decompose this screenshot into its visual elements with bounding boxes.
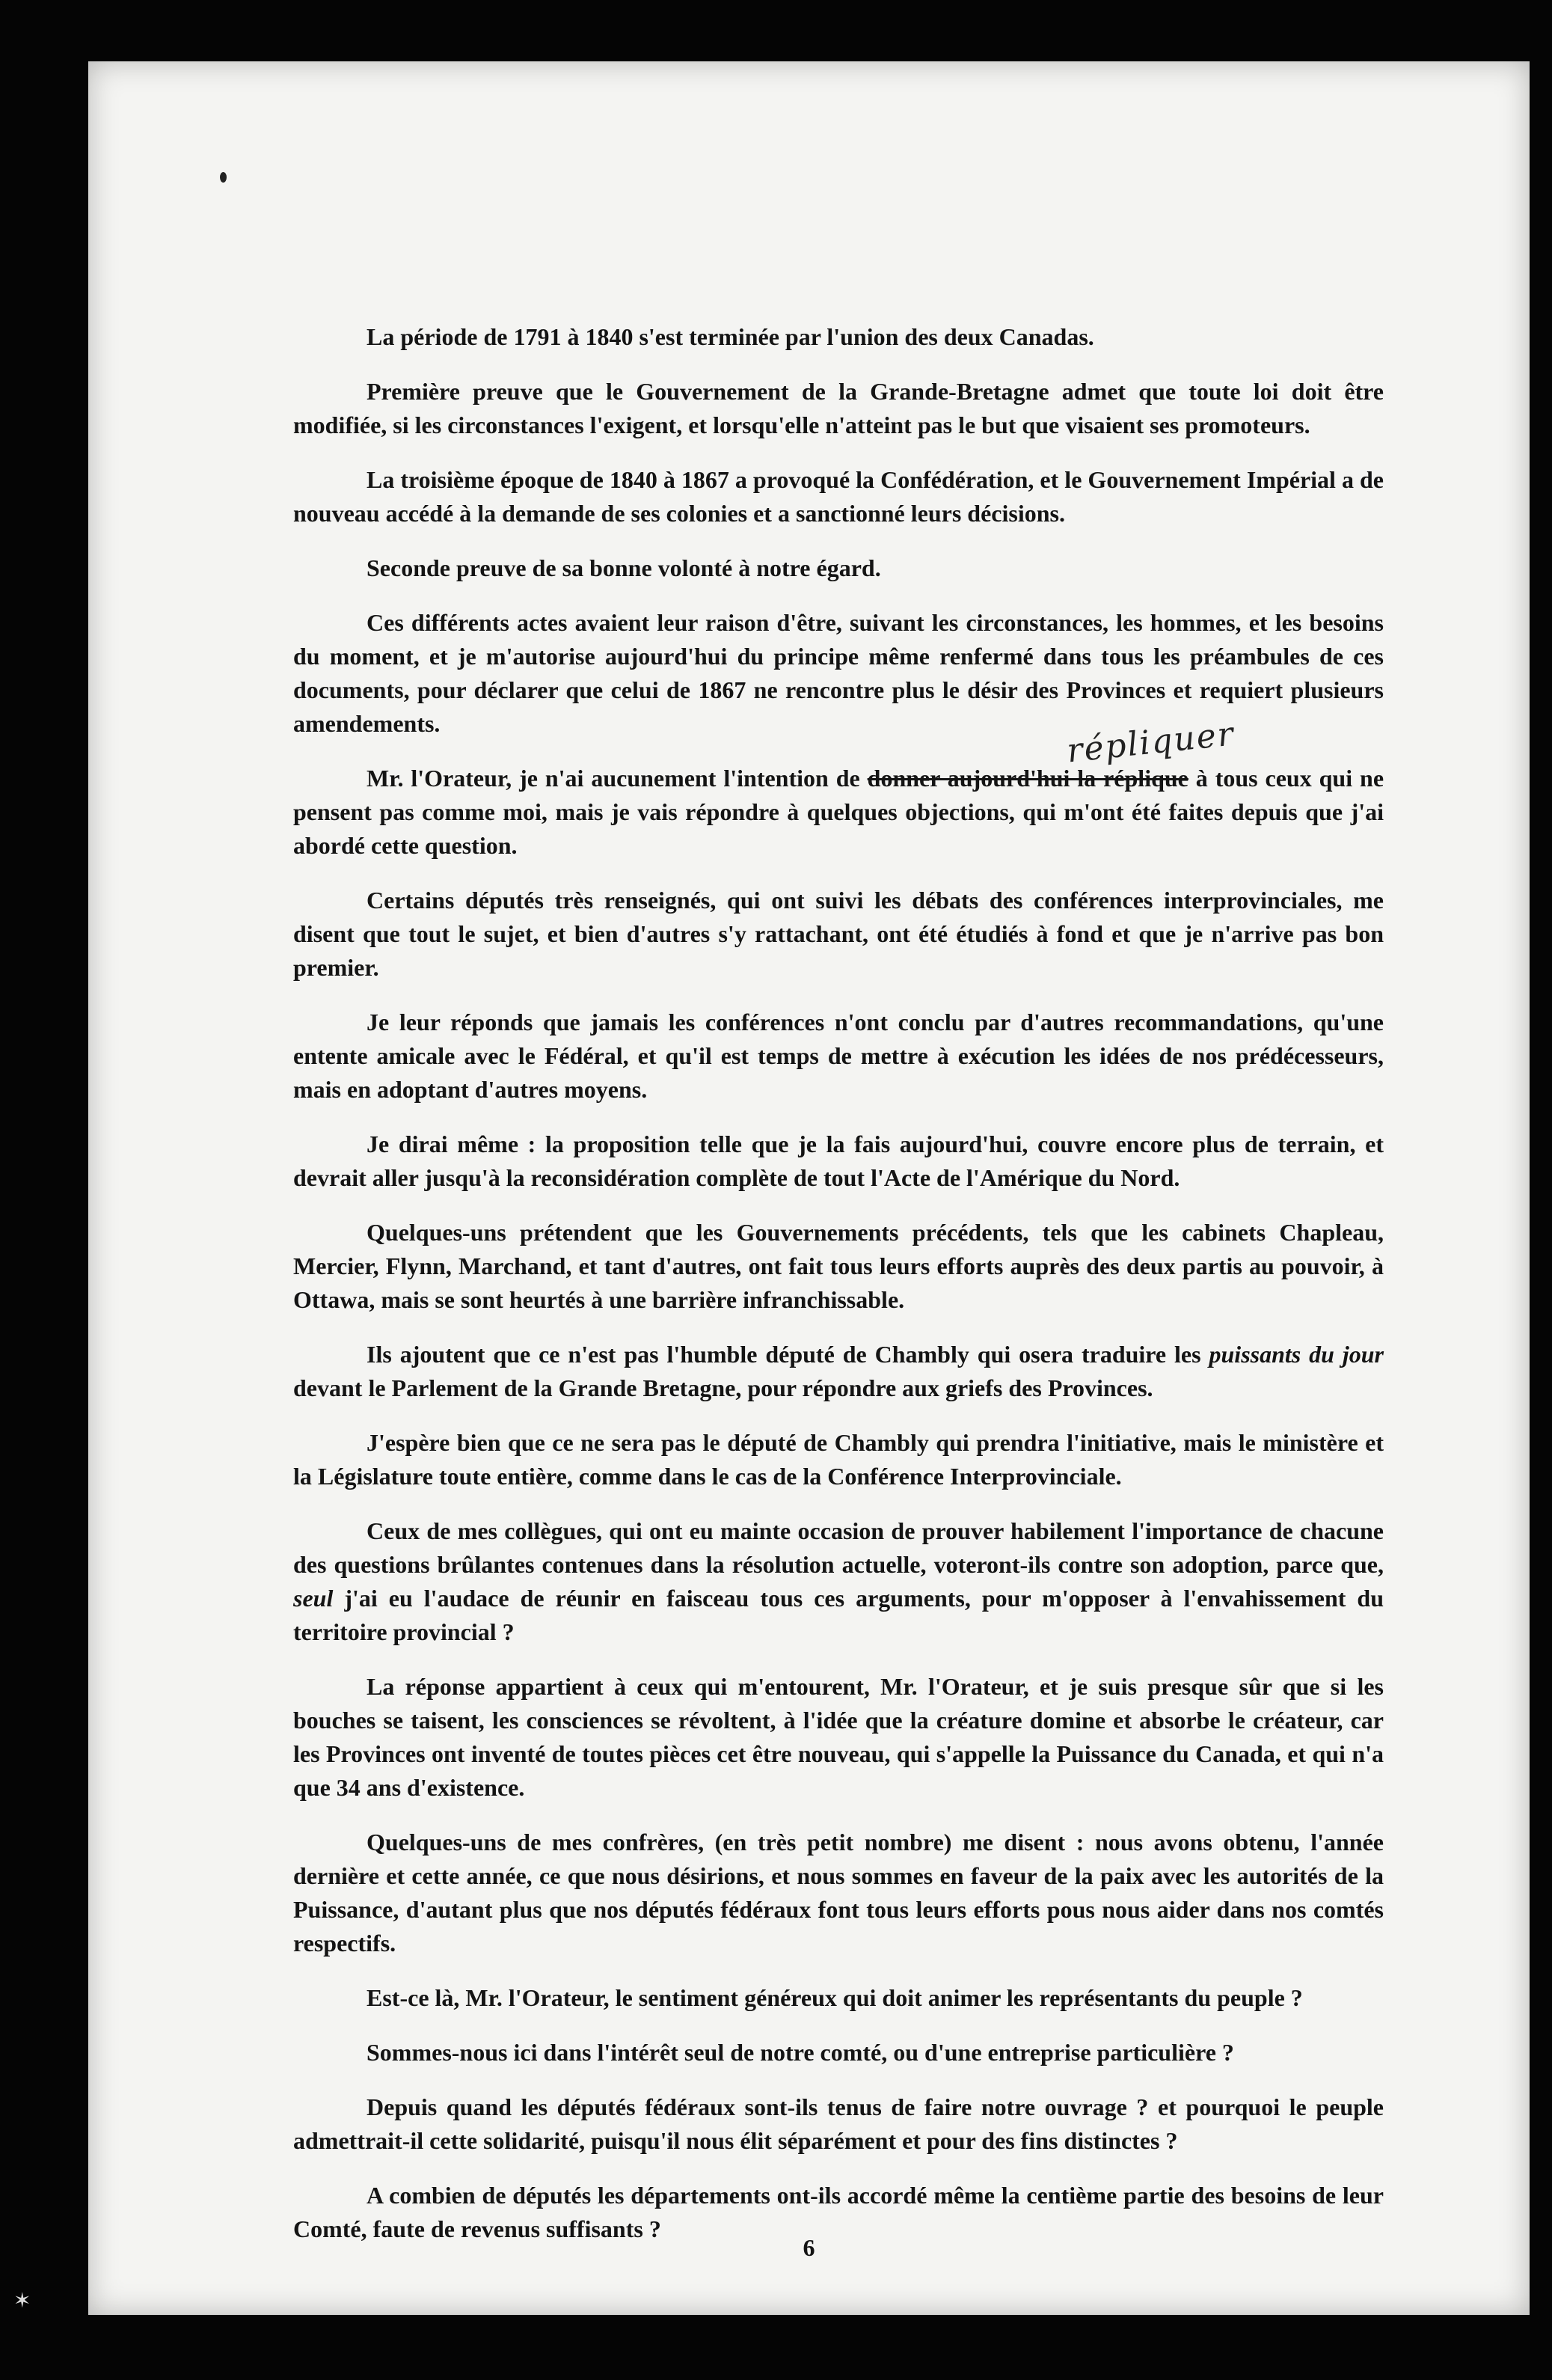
italic-text: seul: [293, 1585, 334, 1612]
paragraph: Quelques-uns de mes confrères, (en très petit nombre) me disent : nous avons obtenu, l'année dernière et cette année, ce que nous désirions, et nous sommes en faveur de la paix avec les autorités de la Puissance, d'autant plus que nos députés fédéraux font tous leurs efforts pous nous aider dans nos comtés respectifs.: [293, 1829, 1384, 1957]
text-run: devant le Parlement de la Grande Bretagne, pour répondre aux griefs des Provinces.: [293, 1374, 1153, 1401]
paragraph: A combien de députés les départements ont-ils accordé même la centième partie des besoins de leur Comté, faute de revenus suffisants ?: [293, 2182, 1384, 2242]
paragraph: Est-ce là, Mr. l'Orateur, le sentiment généreux qui doit animer les représentants du peuple ?: [366, 1984, 1303, 2011]
paragraph: Je leur réponds que jamais les conférences n'ont conclu par d'autres recommandations, qu'une entente amicale avec le Fédéral, et qu'il est temps de mettre à exécution les idées de nos prédécesseurs, mais en adoptant d'autres moyens.: [293, 1009, 1384, 1103]
paragraph: Ces différents actes avaient leur raison d'être, suivant les circonstances, les hommes, et les besoins du moment, et je m'autorise aujourd'hui du principe même renfermé dans tous les préambules de ces documents, pour déclarer que celui de 1867 ne rencontre plus le désir des Provinces et requiert plusieurs amendements.: [293, 609, 1384, 737]
paragraph: La réponse appartient à ceux qui m'entourent, Mr. l'Orateur, et je suis presque sûr que si les bouches se taisent, les consciences se révoltent, à l'idée que la créature domine et absorbe le créateur, car les Provinces ont inventé de toutes pièces cet être nouveau, qui s'appelle la Puissance du Canada, et qui n'a que 34 ans d'existence.: [293, 1673, 1384, 1801]
document-page: [88, 61, 1530, 2315]
italic-text: puissants du jour: [1209, 1341, 1384, 1368]
paragraph-orateur: [293, 762, 1384, 863]
paragraph: Quelques-uns prétendent que les Gouvernements précédents, tels que les cabinets Chapleau, Mercier, Flynn, Marchand, et tant d'autres, ont fait tous leurs efforts auprès des deux partis au pouvoir, à Ottawa, mais se sont heurtés à une barrière infranchissable.: [293, 1219, 1384, 1313]
paragraph: Seconde preuve de sa bonne volonté à notre égard.: [366, 554, 881, 581]
text-run: à tous ceux qui ne pensent pas comme moi, mais je vais répondre à quelques objections, qui m'ont été faites depuis que j'ai abordé cette question.: [293, 765, 1384, 859]
scan-artifact: ✶: [13, 2288, 31, 2313]
text-run: j'ai eu l'audace de réunir en faisceau tous ces arguments, pour m'opposer à l'envahissement du territoire provincial ?: [293, 1585, 1384, 1645]
paragraph: La période de 1791 à 1840 s'est terminée par l'union des deux Canadas.: [366, 323, 1094, 350]
handwritten-correction: répliquer: [1064, 715, 1237, 771]
paragraph: Première preuve que le Gouvernement de la Grande-Bretagne admet que toute loi doit être modifiée, si les circonstances l'exigent, et lorsqu'elle n'atteint pas le but que visaient ses promoteurs.: [293, 378, 1384, 438]
paragraph-seul: [293, 1514, 1384, 1649]
body-text: [293, 320, 1384, 2267]
paragraph: J'espère bien que ce ne sera pas le député de Chambly qui prendra l'initiative, mais le ministère et la Législature toute entière, comme dans le cas de la Conférence Interprovinciale.: [293, 1429, 1384, 1490]
ink-dot: [220, 172, 227, 183]
text-run: Ils ajoutent que ce n'est pas l'humble député de Chambly qui osera traduire les: [366, 1341, 1209, 1368]
text-run: Mr. l'Orateur, je n'ai aucunement l'intention de: [366, 765, 868, 792]
paragraph: La troisième époque de 1840 à 1867 a provoqué la Confédération, et le Gouvernement Impérial a de nouveau accédé à la demande de ses colonies et a sanctionné leurs décisions.: [293, 466, 1384, 527]
text-run: Ceux de mes collègues, qui ont eu mainte occasion de prouver habilement l'importance de chacune des questions brûlantes contenues dans la résolution actuelle, voteront-ils contre son adoption, parce que,: [293, 1517, 1384, 1578]
struck-text: donner aujourd'hui la réplique: [867, 765, 1188, 792]
page-number: 6: [803, 2234, 815, 2261]
paragraph: Certains députés très renseignés, qui ont suivi les débats des conférences interprovinciales, me disent que tout le sujet, et bien d'autres s'y rattachant, ont été étudiés à fond et que je n'arrive pas bon premier.: [293, 887, 1384, 981]
paragraph: Je dirai même : la proposition telle que je la fais aujourd'hui, couvre encore plus de terrain, et devrait aller jusqu'à la reconsidération complète de tout l'Acte de l'Amérique du Nord.: [293, 1131, 1384, 1191]
paragraph-puissants: [293, 1338, 1384, 1405]
paragraph: Depuis quand les députés fédéraux sont-ils tenus de faire notre ouvrage ? et pourquoi le peuple admettrait-il cette solidarité, puisqu'il nous élit séparément et pour des fins distinctes ?: [293, 2093, 1384, 2154]
paragraph: Sommes-nous ici dans l'intérêt seul de notre comté, ou d'une entreprise particulière ?: [366, 2039, 1234, 2066]
